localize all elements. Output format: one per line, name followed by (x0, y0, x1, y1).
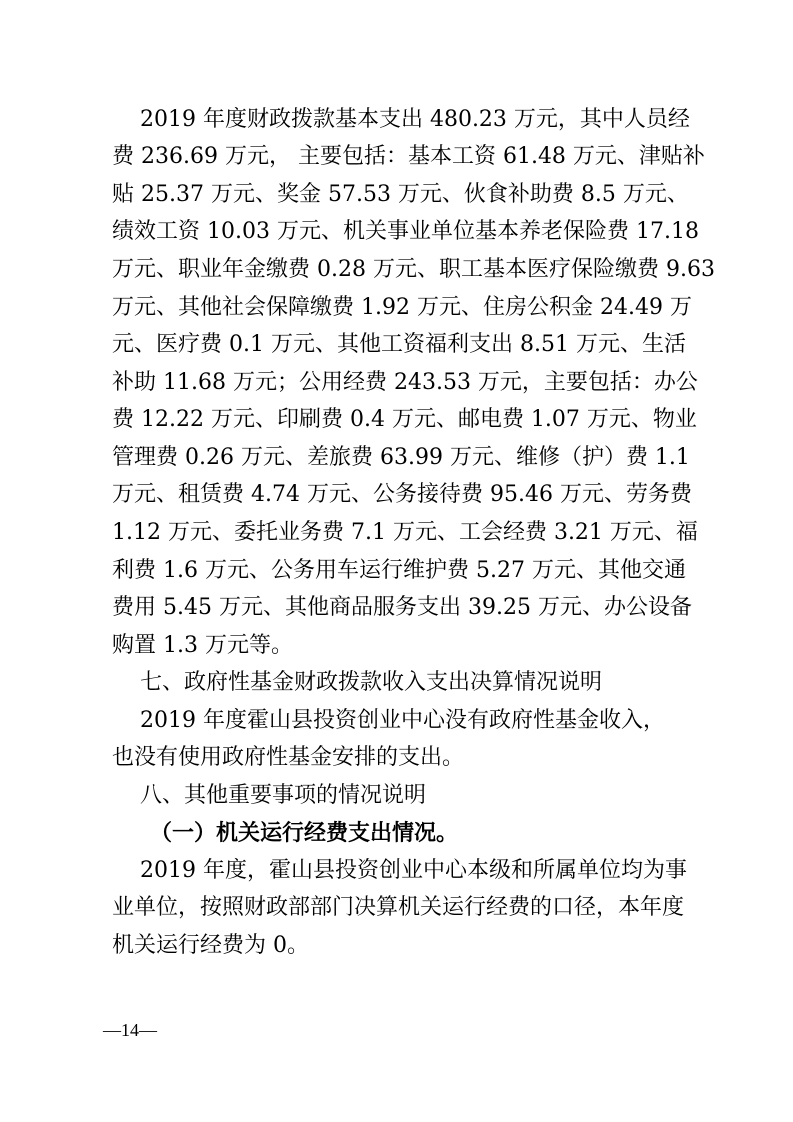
text-line: 费 12.22 万元、印刷费 0.4 万元、邮电费 1.07 万元、物业 (112, 407, 697, 432)
text-line: 2019 年度，霍山县投资创业中心本级和所属单位均为事 (112, 858, 687, 883)
section-heading-8: 八、其他重要事项的情况说明 (112, 783, 426, 808)
section-heading-7: 七、政府性基金财政拨款收入支出决算情况说明 (112, 670, 602, 695)
text-line: 费用 5.45 万元、其他商品服务支出 39.25 万元、办公设备 (112, 595, 692, 620)
text-line: 万元、其他社会保障缴费 1.92 万元、住房公积金 24.49 万 (112, 295, 692, 320)
text-line: 万元、职业年金缴费 0.28 万元、职工基本医疗保险缴费 9.63 (112, 257, 715, 282)
page-number: —14— (103, 1020, 157, 1040)
text-line: 1.12 万元、委托业务费 7.1 万元、工会经费 3.21 万元、福 (112, 520, 698, 545)
text-line: 绩效工资 10.03 万元、机关事业单位基本养老保险费 17.18 (112, 219, 699, 244)
text-line: 2019 年度财政拨款基本支出 480.23 万元，其中人员经 (112, 107, 690, 132)
text-line: 补助 11.68 万元；公用经费 243.53 万元，主要包括：办公 (112, 370, 698, 395)
text-line: 业单位，按照财政部部门决算机关运行经费的口径，本年度 (112, 895, 685, 920)
text-line: 利费 1.6 万元、公务用车运行维护费 5.27 万元、其他交通 (112, 558, 686, 583)
text-line: 购置 1.3 万元等。 (112, 633, 293, 658)
text-line: 2019 年度霍山县投资创业中心没有政府性基金收入， (112, 708, 665, 733)
text-line: 万元、租赁费 4.74 万元、公务接待费 95.46 万元、劳务费 (112, 482, 692, 507)
subheading-operating-expenses: （一）机关运行经费支出情况。 (150, 820, 459, 846)
text-line: 元、医疗费 0.1 万元、其他工资福利支出 8.51 万元、生活 (112, 332, 686, 357)
text-line: 费 236.69 万元， 主要包括：基本工资 61.48 万元、津贴补 (112, 144, 705, 169)
text-line: 贴 25.37 万元、奖金 57.53 万元、伙食补助费 8.5 万元、 (112, 182, 689, 207)
text-line: 也没有使用政府性基金安排的支出。 (112, 745, 465, 770)
text-line: 机关运行经费为 0。 (112, 933, 309, 958)
text-line: 管理费 0.26 万元、差旅费 63.99 万元、维修（护）费 1.1 (112, 445, 690, 470)
